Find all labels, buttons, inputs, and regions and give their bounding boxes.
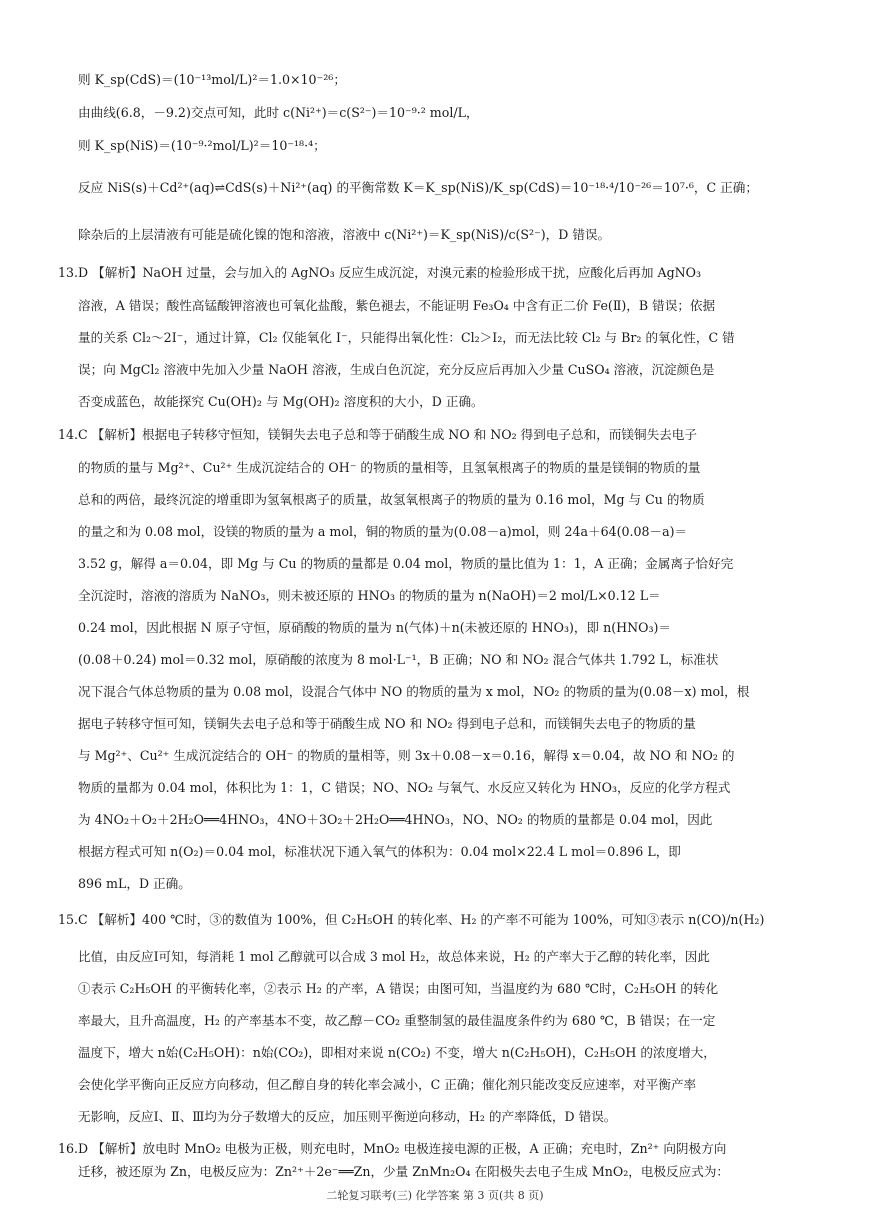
text-line: 总和的两倍，最终沉淀的增重即为氢氧根离子的质量，故氢氧根离子的物质的量为 0.16 mol，Mg 与 Cu 的物质: [78, 492, 705, 507]
text-line: 溶液，A 错误；酸性高锰酸钾溶液也可氧化盐酸，紫色褪去，不能证明 Fe₃O₄ 中含有正二价 Fe(Ⅱ)，B 错误；依据: [78, 298, 716, 313]
text-line: 为 4NO₂＋O₂＋2H₂O══4HNO₃，4NO＋3O₂＋2H₂O══4HNO₃，NO、NO₂ 的物质的量都是 0.04 mol，因此: [78, 812, 713, 827]
text-line: (0.08＋0.24) mol＝0.32 mol，原硝酸的浓度为 8 mol·L⁻¹，B 正确；NO 和 NO₂ 混合气体共 1.792 L，标准状: [78, 652, 719, 667]
text-line: 无影响，反应Ⅰ、Ⅱ、Ⅲ均为分子数增大的反应，加压则平衡逆向移动，H₂ 的产率降低，D 错误。: [78, 1109, 617, 1124]
text-line: 温度下，增大 n始(C₂H₅OH)：n始(CO₂)，即相对来说 n(CO₂) 不变，增大 n(C₂H₅OH)，C₂H₅OH 的浓度增大，: [78, 1045, 716, 1060]
text-line: 的物质的量与 Mg²⁺、Cu²⁺ 生成沉淀结合的 OH⁻ 的物质的量相等，且氢氧根离子的物质的量是镁铜的物质的量: [78, 460, 701, 475]
text-line: ①表示 C₂H₅OH 的平衡转化率，②表示 H₂ 的产率，A 错误；由图可知，当温度约为 680 ℃时，C₂H₅OH 的转化: [78, 981, 719, 996]
text-line: 的量之和为 0.08 mol，设镁的物质的量为 a mol，铜的物质的量为(0.08－a)mol，则 24a＋64(0.08－a)＝: [78, 524, 688, 539]
text-line: 896 mL，D 正确。: [78, 876, 191, 891]
text-line: 根据方程式可知 n(O₂)＝0.04 mol，标准状况下通入氧气的体积为：0.04 mol×22.4 L mol＝0.896 L，即: [78, 844, 681, 859]
answer-14: 14.C 【解析】根据电子转移守恒知，镁铜失去电子总和等于硝酸生成 NO 和 NO₂ 得到电子总和，而镁铜失去电子: [58, 427, 697, 442]
text-line: 则 K_sp(NiS)＝(10⁻⁹·²mol/L)²＝10⁻¹⁸·⁴；: [78, 138, 326, 153]
text-line: 物质的量都为 0.04 mol，体积比为 1：1，C 错误；NO、NO₂ 与氧气、水反应又转化为 HNO₃，反应的化学方程式: [78, 780, 731, 795]
text-line: 0.24 mol，因此根据 N 原子守恒，原硝酸的物质的量为 n(气体)＋n(未被还原的 HNO₃)，即 n(HNO₃)＝: [78, 620, 672, 635]
text-line: 量的关系 Cl₂～2I⁻，通过计算，Cl₂ 仅能氧化 I⁻，只能得出氧化性：Cl₂＞I₂，而无法比较 Cl₂ 与 Br₂ 的氧化性，C 错: [78, 330, 735, 345]
text-line: 迁移，被还原为 Zn，电极反应为：Zn²⁺＋2e⁻══Zn，少量 ZnMn₂O₄ 在阳极失去电子生成 MnO₂，电极反应式为：: [78, 1164, 730, 1179]
text-line: 否变成蓝色，故能探究 Cu(OH)₂ 与 Mg(OH)₂ 溶度积的大小，D 正确。: [78, 394, 484, 409]
answer-13: 13.D 【解析】NaOH 过量，会与加入的 AgNO₃ 反应生成沉淀，对溴元素的检验形成干扰，应酸化后再加 AgNO₃: [58, 265, 702, 280]
text-line: 反应 NiS(s)＋Cd²⁺(aq)⇌CdS(s)＋Ni²⁺(aq) 的平衡常数 K＝K_sp(NiS)/K_sp(CdS)＝10⁻¹⁸·⁴/10⁻²⁶＝10⁷·⁶，C 正确；: [78, 180, 758, 195]
text-line: 比值，由反应Ⅰ可知，每消耗 1 mol 乙醇就可以合成 3 mol H₂，故总体来说，H₂ 的产率大于乙醇的转化率，因此: [78, 949, 710, 964]
text-line: 据电子转移守恒可知，镁铜失去电子总和等于硝酸生成 NO 和 NO₂ 得到电子总和，而镁铜失去电子的物质的量: [78, 716, 696, 731]
text-line: 由曲线(6.8，－9.2)交点可知，此时 c(Ni²⁺)＝c(S²⁻)＝10⁻⁹·² mol/L，: [78, 105, 479, 120]
text-line: 则 K_sp(CdS)＝(10⁻¹³mol/L)²＝1.0×10⁻²⁶；: [78, 72, 346, 87]
text-line: 误；向 MgCl₂ 溶液中先加入少量 NaOH 溶液，生成白色沉淀，充分反应后再加入少量 CuSO₄ 溶液，沉淀颜色是: [78, 362, 715, 377]
text-line: 率最大，且升高温度，H₂ 的产率基本不变，故乙醇－CO₂ 重整制氢的最佳温度条件约为 680 ℃，B 错误；在一定: [78, 1013, 716, 1028]
text-line: 与 Mg²⁺、Cu²⁺ 生成沉淀结合的 OH⁻ 的物质的量相等，则 3x＋0.08－x＝0.16，解得 x＝0.04，故 NO 和 NO₂ 的: [78, 748, 735, 763]
answer-16: 16.D 【解析】放电时 MnO₂ 电极为正极，则充电时，MnO₂ 电极连接电源的正极，A 正确；充电时，Zn²⁺ 向阴极方向: [58, 1141, 727, 1156]
text-line: 3.52 g，解得 a＝0.04，即 Mg 与 Cu 的物质的量都是 0.04 mol，物质的量比值为 1：1，A 正确；金属离子恰好完: [78, 556, 734, 571]
answer-15: 15.C 【解析】400 ℃时，③的数值为 100%，但 C₂H₅OH 的转化率、H₂ 的产率不可能为 100%，可知③表示 n(CO)/n(H₂): [58, 912, 765, 927]
text-line: 况下混合气体总物质的量为 0.08 mol，设混合气体中 NO 的物质的量为 x mol，NO₂ 的物质的量为(0.08－x) mol，根: [78, 684, 750, 699]
page-footer: 二轮复习联考(三) 化学答案 第 3 页(共 8 页): [326, 1189, 544, 1202]
text-line: 除杂后的上层清液有可能是硫化镍的饱和溶液，溶液中 c(Ni²⁺)＝K_sp(NiS)/c(S²⁻)，D 错误。: [78, 227, 611, 242]
text-line: 会使化学平衡向正反应方向移动，但乙醇自身的转化率会减小，C 正确；催化剂只能改变反应速率，对平衡产率: [78, 1077, 697, 1092]
text-line: 全沉淀时，溶液的溶质为 NaNO₃，则未被还原的 HNO₃ 的物质的量为 n(NaOH)＝2 mol/L×0.12 L＝: [78, 588, 661, 603]
